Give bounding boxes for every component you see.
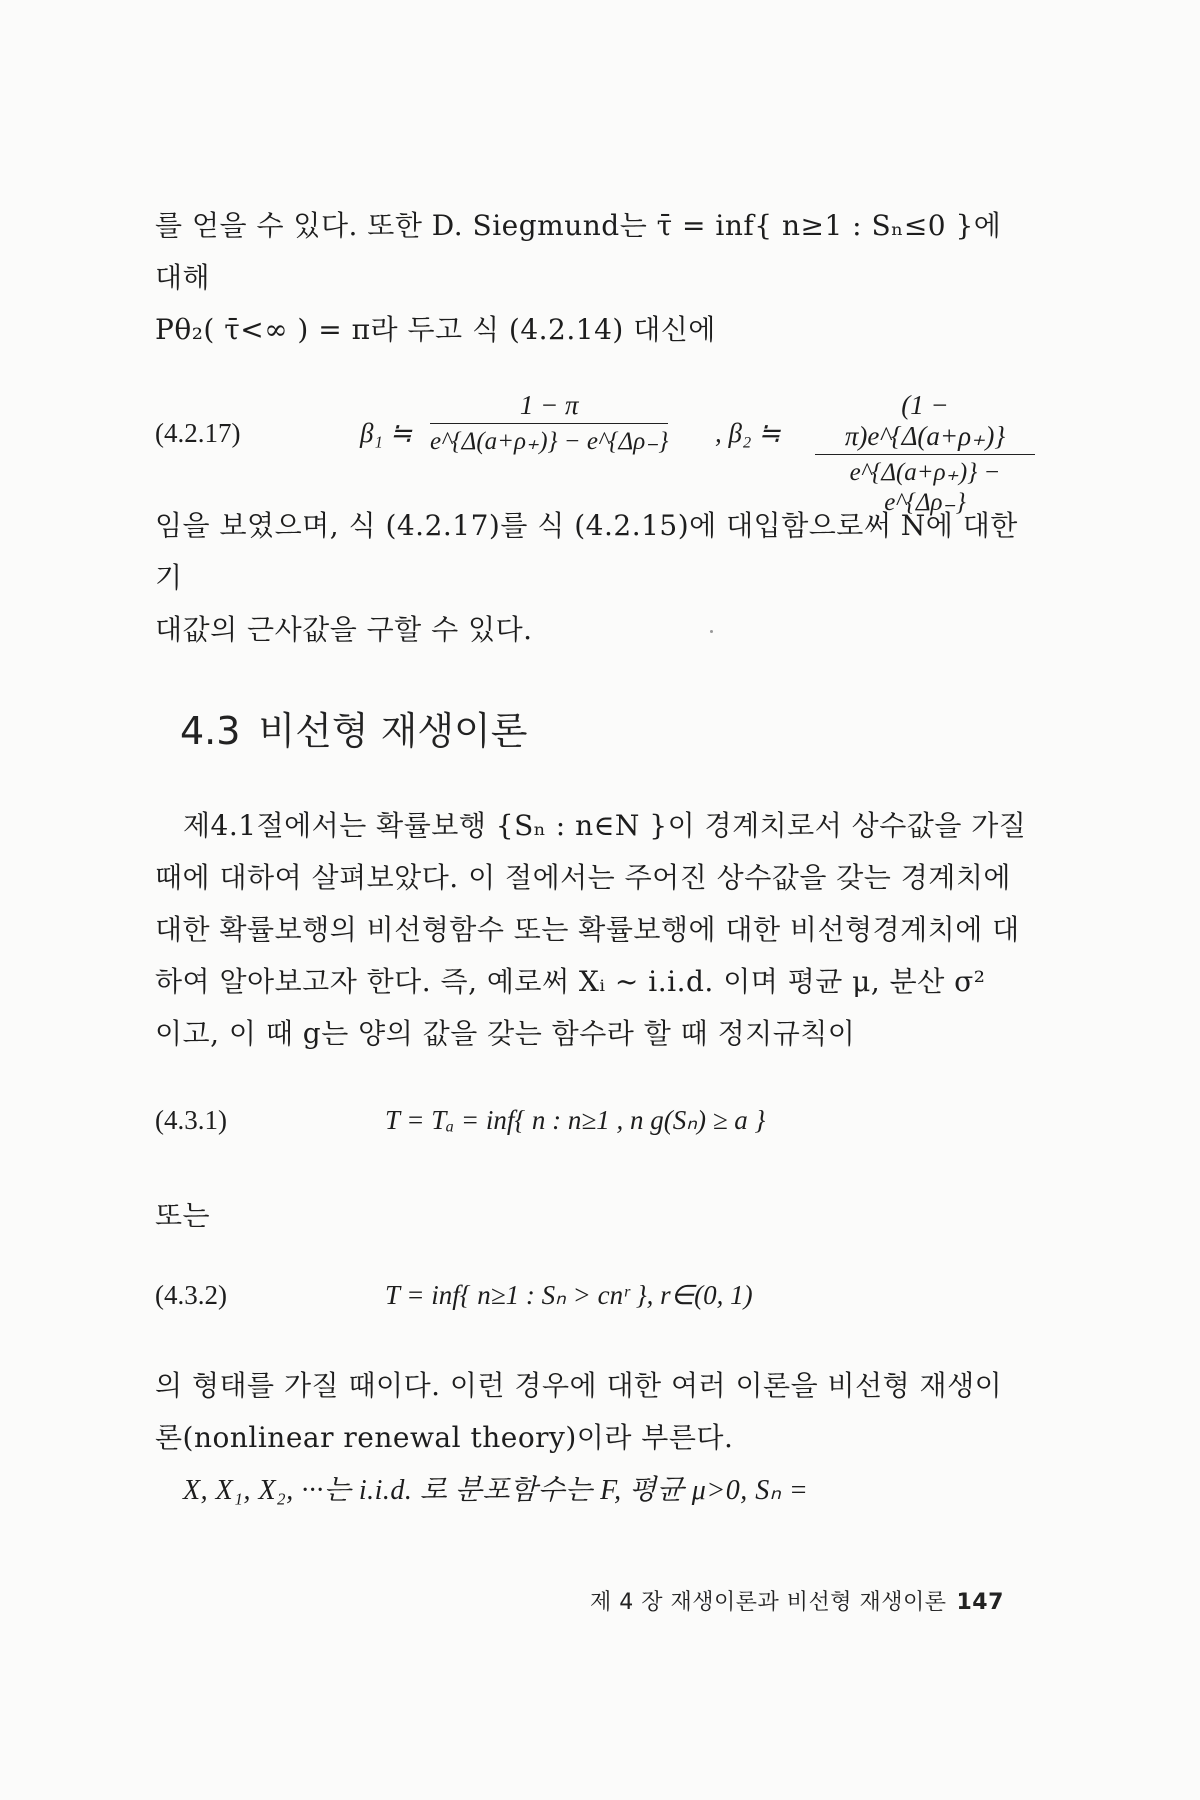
text-line: 대한 확률보행의 비선형함수 또는 확률보행에 대한 비선형경계치에 대 (155, 913, 1020, 946)
text-line: 때에 대하여 살펴보았다. 이 절에서는 주어진 상수값을 갖는 경계치에 (155, 861, 1011, 894)
page-number: 147 (956, 1590, 1004, 1615)
beta1-lhs: β₁ ≒ (360, 418, 413, 448)
beta1-numerator: 1 − π (430, 390, 668, 424)
text-line (155, 1464, 1035, 1517)
text-line: 이고, 이 때 g는 양의 값을 갖는 함수라 할 때 정지규칙이 (155, 1017, 856, 1050)
page-footer (590, 1585, 1004, 1616)
scan-speck (710, 630, 713, 633)
equation-4-3-1 (155, 1105, 1035, 1165)
text-span: 제4.1절에서는 확률보행 {Sₙ : n∈N }이 경계치로서 상수값을 가질 (183, 809, 1027, 842)
text-line: 하여 알아보고자 한다. 즉, 예로써 Xᵢ ~ i.i.d. 이며 평균 μ, 분산 σ² (155, 965, 986, 998)
paragraph-intro (155, 200, 1035, 356)
equation-body: T = inf{ n≥1 : Sₙ > cnʳ }, r∈(0, 1) (385, 1280, 753, 1310)
or-text (155, 1190, 1035, 1242)
text-line: 또는 (155, 1199, 211, 1232)
text-span: X, X₁, X₂, ···는 i.i.d. 로 분포함수는 F, 평균 μ>0, Sₙ = (183, 1475, 809, 1506)
chapter-title: 제 4 장 재생이론과 비선형 재생이론 (590, 1590, 947, 1615)
beta1-denominator: e^{Δ(a+ρ₊)} − e^{Δρ₋} (430, 428, 669, 455)
equation-label: (4.3.1) (155, 1105, 227, 1135)
text-line: 론(nonlinear renewal theory)이라 부른다. (155, 1421, 734, 1454)
paragraph-result (155, 500, 1035, 656)
paragraph-nonlinear-intro (155, 800, 1035, 1060)
beta2-fraction (815, 390, 1035, 517)
text-line: 를 얻을 수 있다. 또한 D. Siegmund는 τ̄ = inf{ n≥1 : Sₙ≤0 }에 대해 (155, 209, 1002, 294)
equation-label: (4.3.2) (155, 1280, 227, 1310)
beta2-numerator: (1 − π)e^{Δ(a+ρ₊)} (815, 390, 1035, 455)
equation-body: T = Tₐ = inf{ n : n≥1 , n g(Sₙ) ≥ a } (385, 1105, 766, 1135)
equation-label: (4.2.17) (155, 418, 241, 448)
text-line: 의 형태를 가질 때이다. 이런 경우에 대한 여러 이론을 비선형 재생이 (155, 1369, 1003, 1402)
text-line: 대값의 근사값을 구할 수 있다. (155, 613, 533, 646)
section-number: 4.3 (180, 709, 241, 753)
text-line: 임을 보였으며, 식 (4.2.17)를 식 (4.2.15)에 대입함으로써 N에 대한 기 (155, 509, 1018, 594)
text-line (155, 800, 1035, 852)
text-line: Pθ₂( τ̄<∞ ) = π라 두고 식 (4.2.14) 대신에 (155, 313, 716, 346)
beta2-denominator: e^{Δ(a+ρ₊)} − e^{Δρ₋} (849, 459, 1001, 516)
beta2-lhs: , β₂ ≒ (715, 418, 781, 448)
section-heading (180, 700, 545, 755)
equation-4-3-2 (155, 1280, 1035, 1340)
beta1-fraction (430, 390, 668, 456)
paragraph-definition (155, 1360, 1035, 1517)
section-title: 비선형 재생이론 (258, 709, 528, 753)
